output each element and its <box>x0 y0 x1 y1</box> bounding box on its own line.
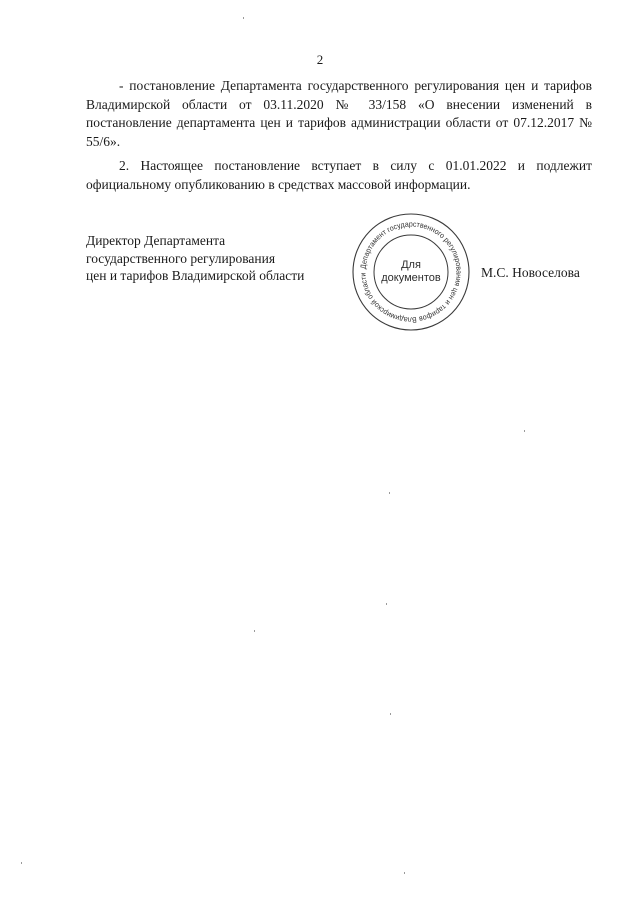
scan-speck <box>524 430 525 432</box>
stamp-center-line-1: Для <box>401 259 421 271</box>
scan-speck <box>21 862 22 864</box>
position-line: Директор Департамента <box>86 233 226 248</box>
signatory-position <box>86 232 326 285</box>
paragraph-effective-date: 2. Настоящее постановление вступает в силу с 01.01.2022 и подлежит официальному опубликованию в средствах массовой информации. <box>86 158 592 192</box>
signer-name: М.С. Новоселова <box>481 265 580 280</box>
scan-speck <box>390 713 391 715</box>
stamp-center-line-2: документов <box>381 272 441 284</box>
page-number: 2 <box>316 52 324 67</box>
scan-speck <box>404 872 405 874</box>
scan-speck <box>254 630 255 632</box>
paragraph-repeal-item: - постановление Департамента государственного регулирования цен и тарифов Владимирской области от 03.11.2020 № 33/158 «О внесении изменений в постановление департамента цен и тарифов администрации области от 07.12.2017 № 55/6». <box>86 78 592 149</box>
position-line: государственного регулирования <box>86 250 276 266</box>
official-stamp <box>349 210 473 334</box>
document-body <box>86 77 592 201</box>
position-line: цен и тарифов Владимирской области <box>86 268 305 283</box>
scan-speck <box>389 492 390 494</box>
stamp-ring-text-path: Департамент государственного регулирования цен и тарифов Владимирской области <box>358 219 464 325</box>
scan-speck <box>386 603 387 605</box>
scan-speck <box>243 17 244 19</box>
